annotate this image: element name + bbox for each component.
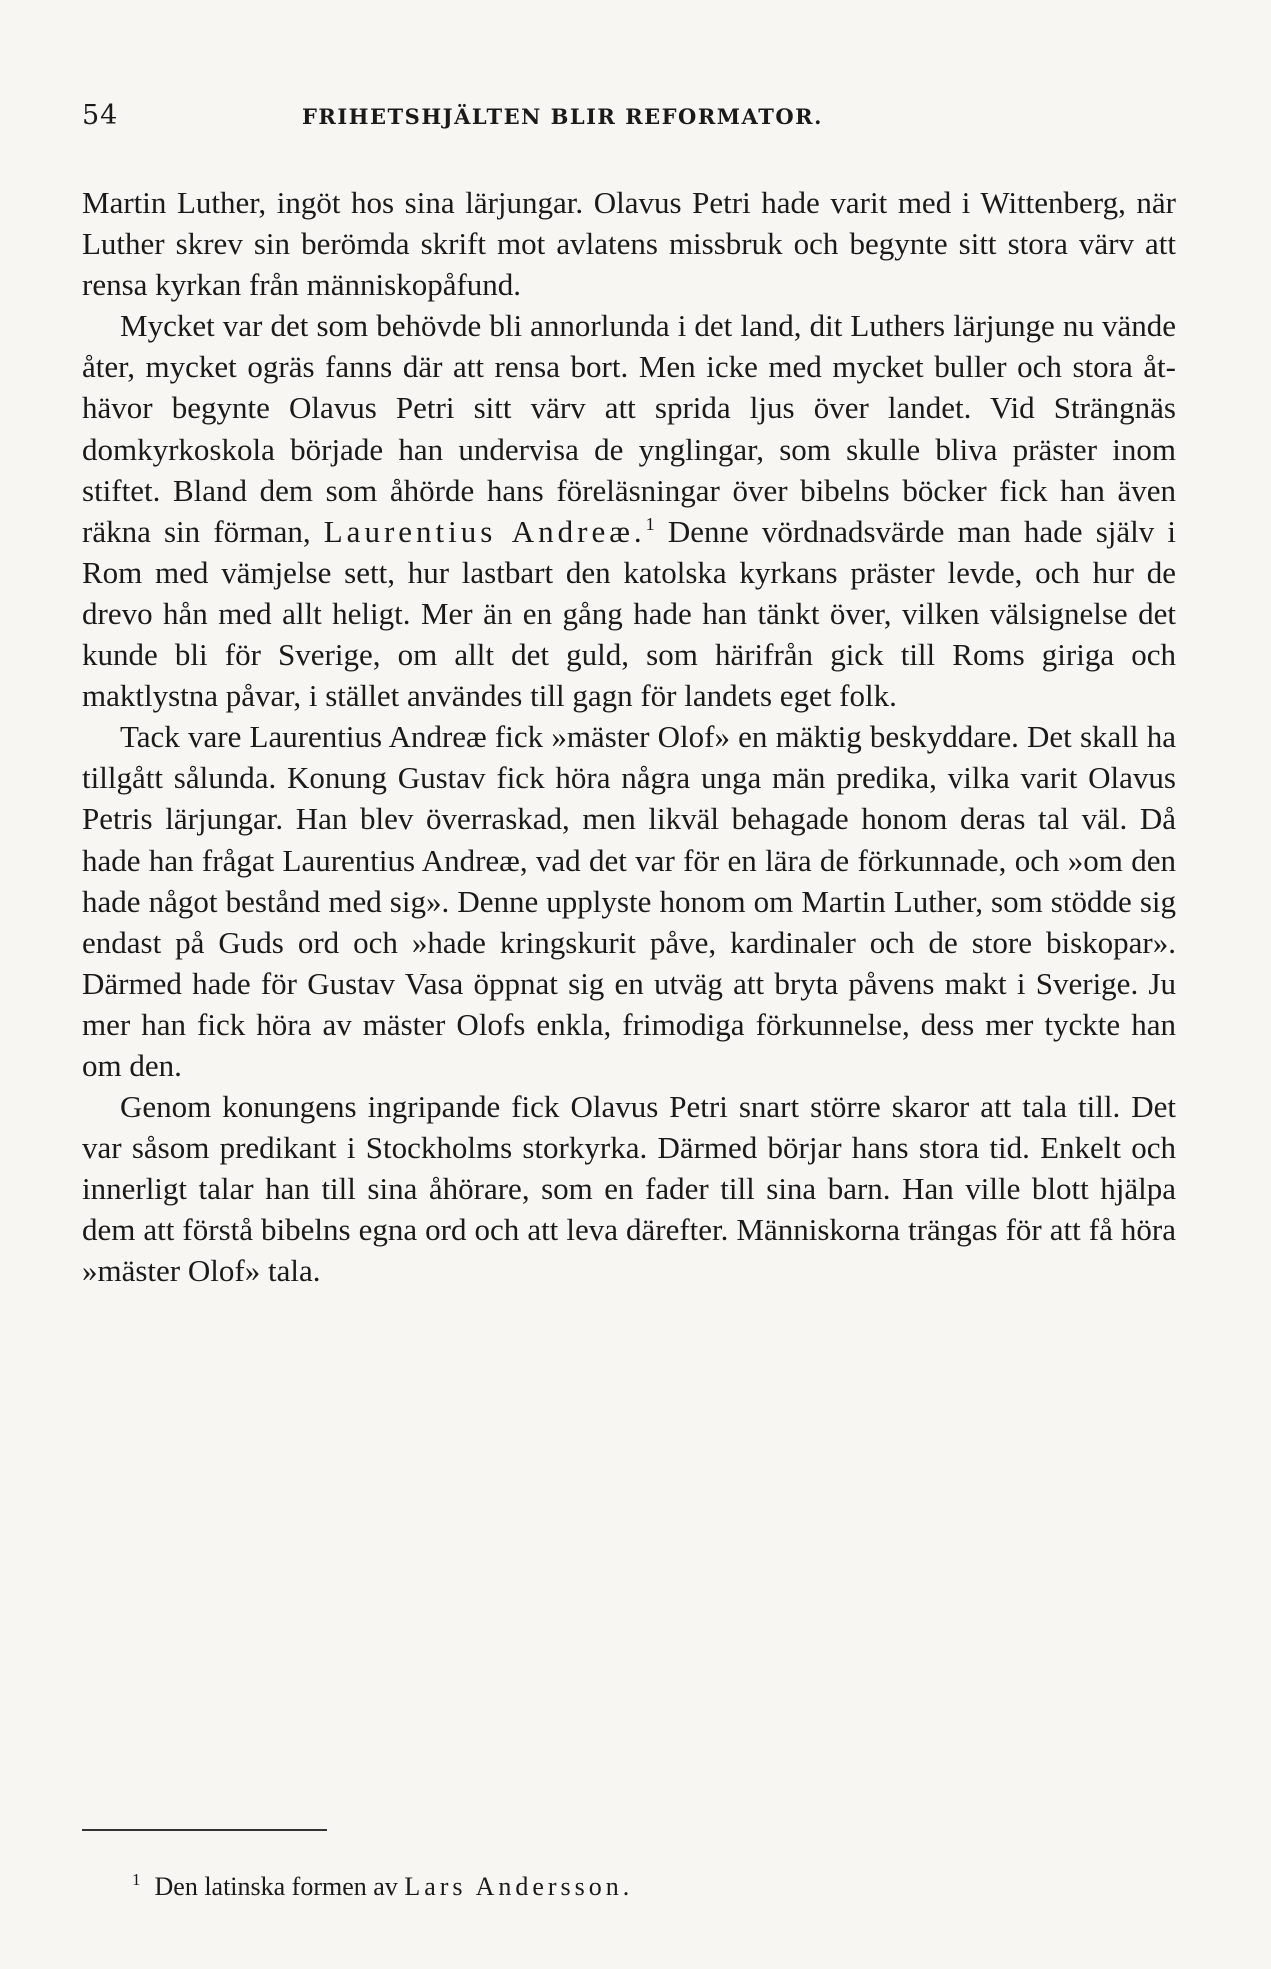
- book-page: [82, 0, 1176, 1969]
- paragraph-2: [82, 305, 1176, 716]
- page-header: [82, 100, 1176, 140]
- spaced-name-laurentius: Laurentius Andreæ.: [323, 513, 646, 549]
- paragraph-2-text-after: Denne vördnadsvärde man hade själv i Rom med vämjelse sett, hur lastbart den katolska kyrkans präster levde, och hur de drevo hån med allt heligt. Mer än en gång hade han tänkt över, vilken välsignelse det kunde bli för Sverige, om allt det guld, som härifrån gick till Roms giriga och maktlystna påvar, i stället användes till gagn för landets eget folk.: [82, 513, 1177, 714]
- footnote-spaced-name: Lars Andersson.: [404, 1872, 634, 1901]
- paragraph-2-text-before: Mycket var det som behövde bli annorlunda i det land, dit Luthers lärjunge nu vände åter, mycket ogräs fanns där att rensa bort. Men icke med mycket buller och stora åthävor begynte Olavus Petri sitt värv att sprida ljus över landet. Vid Strängnäs domkyrkoskola började han undervisa de ynglingar, som skulle bliva präster inom stiftet. Bland dem som åhörde hans föreläsningar över bibelns böcker fick han även räkna sin förman,: [82, 308, 1176, 549]
- footnote-text: Den latinska formen av: [154, 1872, 398, 1901]
- paragraph-1: Martin Luther, ingöt hos sina lärjungar. Olavus Petri hade varit med i Wittenberg, när Luther skrev sin berömda skrift mot avlatens missbruk och begynte sitt stora värv att rensa kyrkan från människopåfund.: [82, 185, 1176, 303]
- page-number: 54: [82, 100, 119, 131]
- footnote-reference[interactable]: 1: [645, 513, 655, 534]
- footnote: [132, 1872, 633, 1902]
- paragraph-3: Tack vare Laurentius Andreæ fick »mäster Olof» en mäktig beskyddare. Det skall ha tillgått sålunda. Konung Gustav fick höra några unga män predika, vilka varit Olavus Petris lärjungar. Han blev överraskad, men likväl behagade honom deras tal väl. Då hade han frågat Laurentius Andreæ, vad det var för en lära de förkunnade, och »om den hade något bestånd med sig». Denne upplyste honom om Martin Luther, som stödde sig endast på Guds ord och »hade kringskurit påve, kardinaler och de store biskopar». Därmed hade för Gustav Vasa öppnat sig en utväg att bryta påvens makt i Sverige. Ju mer han fick höra av mäster Olofs enkla, frimodiga förkunnelse, dess mer tyckte han om den.: [82, 719, 1176, 1083]
- footnote-divider: [82, 1829, 327, 1831]
- body-text: [82, 182, 1176, 1292]
- paragraph-4: Genom konungens ingripande fick Olavus Petri snart större skaror att tala till. Det var såsom predikant i Stockholms storkyrka. Därmed börjar hans stora tid. Enkelt och innerligt talar han till sina åhörare, som en fader till sina barn. Han ville blott hjälpa dem att förstå bibelns egna ord och att leva därefter. Människorna trängas för att få höra »mäster Olof» tala.: [82, 1089, 1176, 1289]
- footnote-mark: 1: [132, 1870, 141, 1889]
- running-title: FRIHETSHJÄLTEN BLIR REFORMATOR.: [302, 104, 823, 129]
